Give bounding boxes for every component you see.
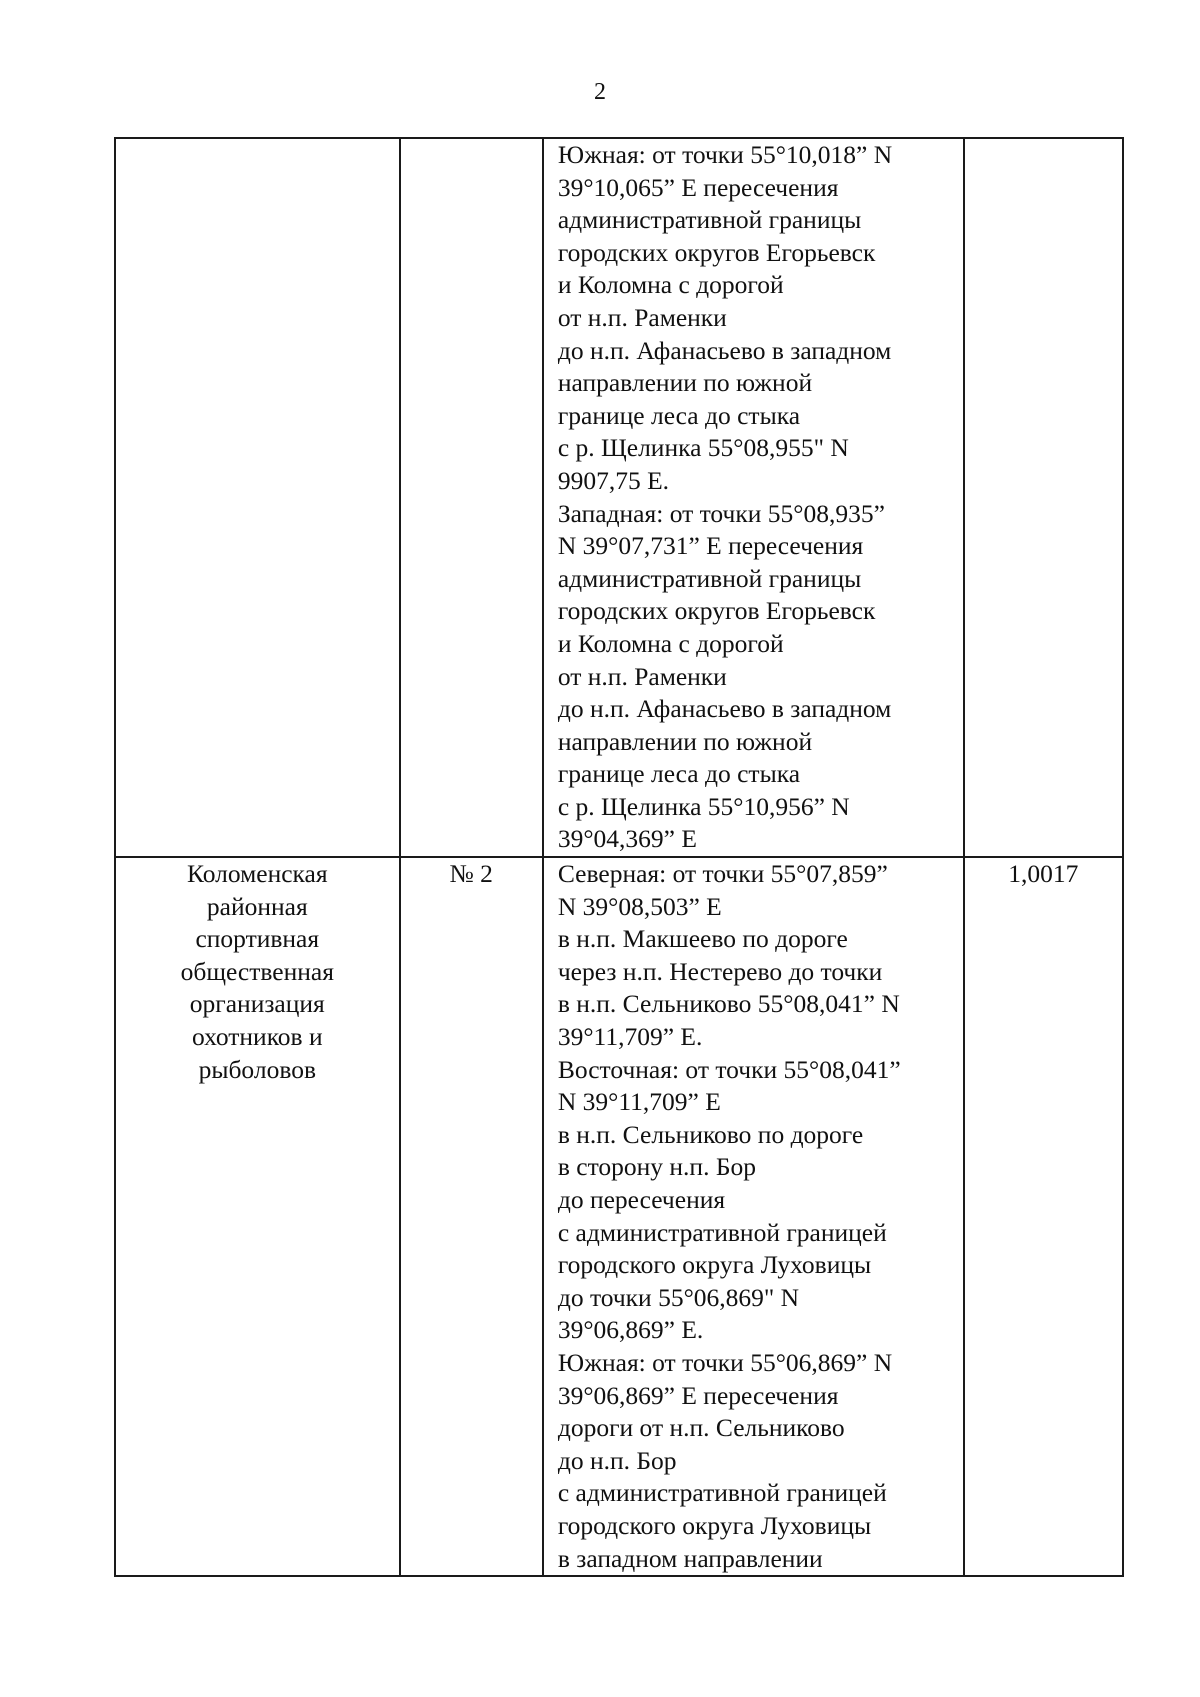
- description-line: и Коломна с дорогой: [557, 628, 784, 658]
- table-row: [115, 857, 1123, 1576]
- description-line: в н.п. Сельниково 55°08,041” N: [557, 989, 900, 1019]
- description-line: в н.п. Сельниково по дороге: [557, 1119, 864, 1149]
- table-row: [115, 138, 1123, 857]
- description-line: границе леса до стыка: [557, 400, 801, 430]
- organization-cell: [115, 857, 400, 1576]
- description-line: Северная: от точки 55°07,859”: [557, 859, 888, 889]
- description-line: в н.п. Макшеево по дороге: [557, 924, 848, 954]
- description-line: 9907,75 E.: [557, 465, 670, 495]
- organization-line: Коломенская: [186, 859, 328, 889]
- description-line: до пересечения: [557, 1185, 726, 1214]
- description-line: N 39°11,709” E: [557, 1087, 721, 1117]
- description-line: Западная: от точки 55°08,935”: [557, 498, 885, 528]
- description-line: 39°06,869” E пересечения: [557, 1380, 839, 1410]
- description-line: направлении по южной: [557, 726, 813, 756]
- description-line: до точки 55°06,869" N: [557, 1282, 800, 1312]
- description-line: с р. Щелинка 55°08,955" N: [557, 433, 849, 463]
- description-line: до н.п. Бор: [557, 1445, 677, 1475]
- description-line: через н.п. Нестерево до точки: [557, 956, 883, 986]
- hunting-grounds-table: [114, 137, 1124, 1577]
- organization-line: общественная: [180, 956, 334, 986]
- description-line: административной границы: [557, 205, 862, 235]
- organization-line: районная: [206, 891, 308, 921]
- description-line: Южная: от точки 55°10,018” N: [557, 140, 893, 169]
- description-line: 39°11,709” E.: [557, 1022, 703, 1052]
- description-line: от н.п. Раменки: [557, 661, 727, 691]
- organization-line: спортивная: [195, 924, 320, 954]
- boundary-description-cell: [543, 857, 964, 1576]
- description-line: N 39°07,731” E пересечения: [557, 531, 864, 561]
- description-line: границе леса до стыка: [557, 759, 801, 789]
- number-cell: № 2: [400, 857, 543, 1576]
- description-line: с административной границей: [557, 1217, 887, 1247]
- description-line: до н.п. Афанасьево в западном: [557, 694, 892, 724]
- description-line: городского округа Луховицы: [557, 1510, 872, 1540]
- area-cell: 1,0017: [964, 857, 1123, 1576]
- description-line: городского округа Луховицы: [557, 1250, 872, 1280]
- description-line: дороги от н.п. Сельниково: [557, 1413, 845, 1443]
- organization-line: организация: [189, 989, 325, 1019]
- description-line: 39°04,369” E: [557, 824, 697, 854]
- description-line: от н.п. Раменки: [557, 302, 727, 332]
- description-line: 39°06,869” E.: [557, 1315, 704, 1345]
- organization-line: охотников и: [191, 1022, 323, 1052]
- description-line: с р. Щелинка 55°10,956” N: [557, 791, 850, 821]
- description-line: до н.п. Афанасьево в западном: [557, 335, 892, 365]
- description-line: N 39°08,503” E: [557, 891, 722, 921]
- description-line: Восточная: от точки 55°08,041”: [557, 1054, 901, 1084]
- boundary-description-cell: [543, 138, 964, 857]
- description-line: городских округов Егорьевск: [557, 237, 876, 267]
- description-line: городских округов Егорьевск: [557, 596, 876, 626]
- description-line: Южная: от точки 55°06,869” N: [557, 1347, 893, 1377]
- page-number: 2: [594, 79, 606, 105]
- description-line: и Коломна с дорогой: [557, 270, 784, 300]
- description-line: в сторону н.п. Бор: [557, 1152, 756, 1182]
- description-line: с административной границей: [557, 1478, 887, 1508]
- area-cell: [964, 138, 1123, 857]
- number-cell: [400, 138, 543, 857]
- description-line: в западном направлении: [557, 1543, 823, 1573]
- description-line: 39°10,065” E пересечения: [557, 172, 839, 202]
- organization-cell: [115, 138, 400, 857]
- organization-line: рыболовов: [198, 1054, 316, 1084]
- description-line: направлении по южной: [557, 368, 813, 398]
- description-line: административной границы: [557, 563, 862, 593]
